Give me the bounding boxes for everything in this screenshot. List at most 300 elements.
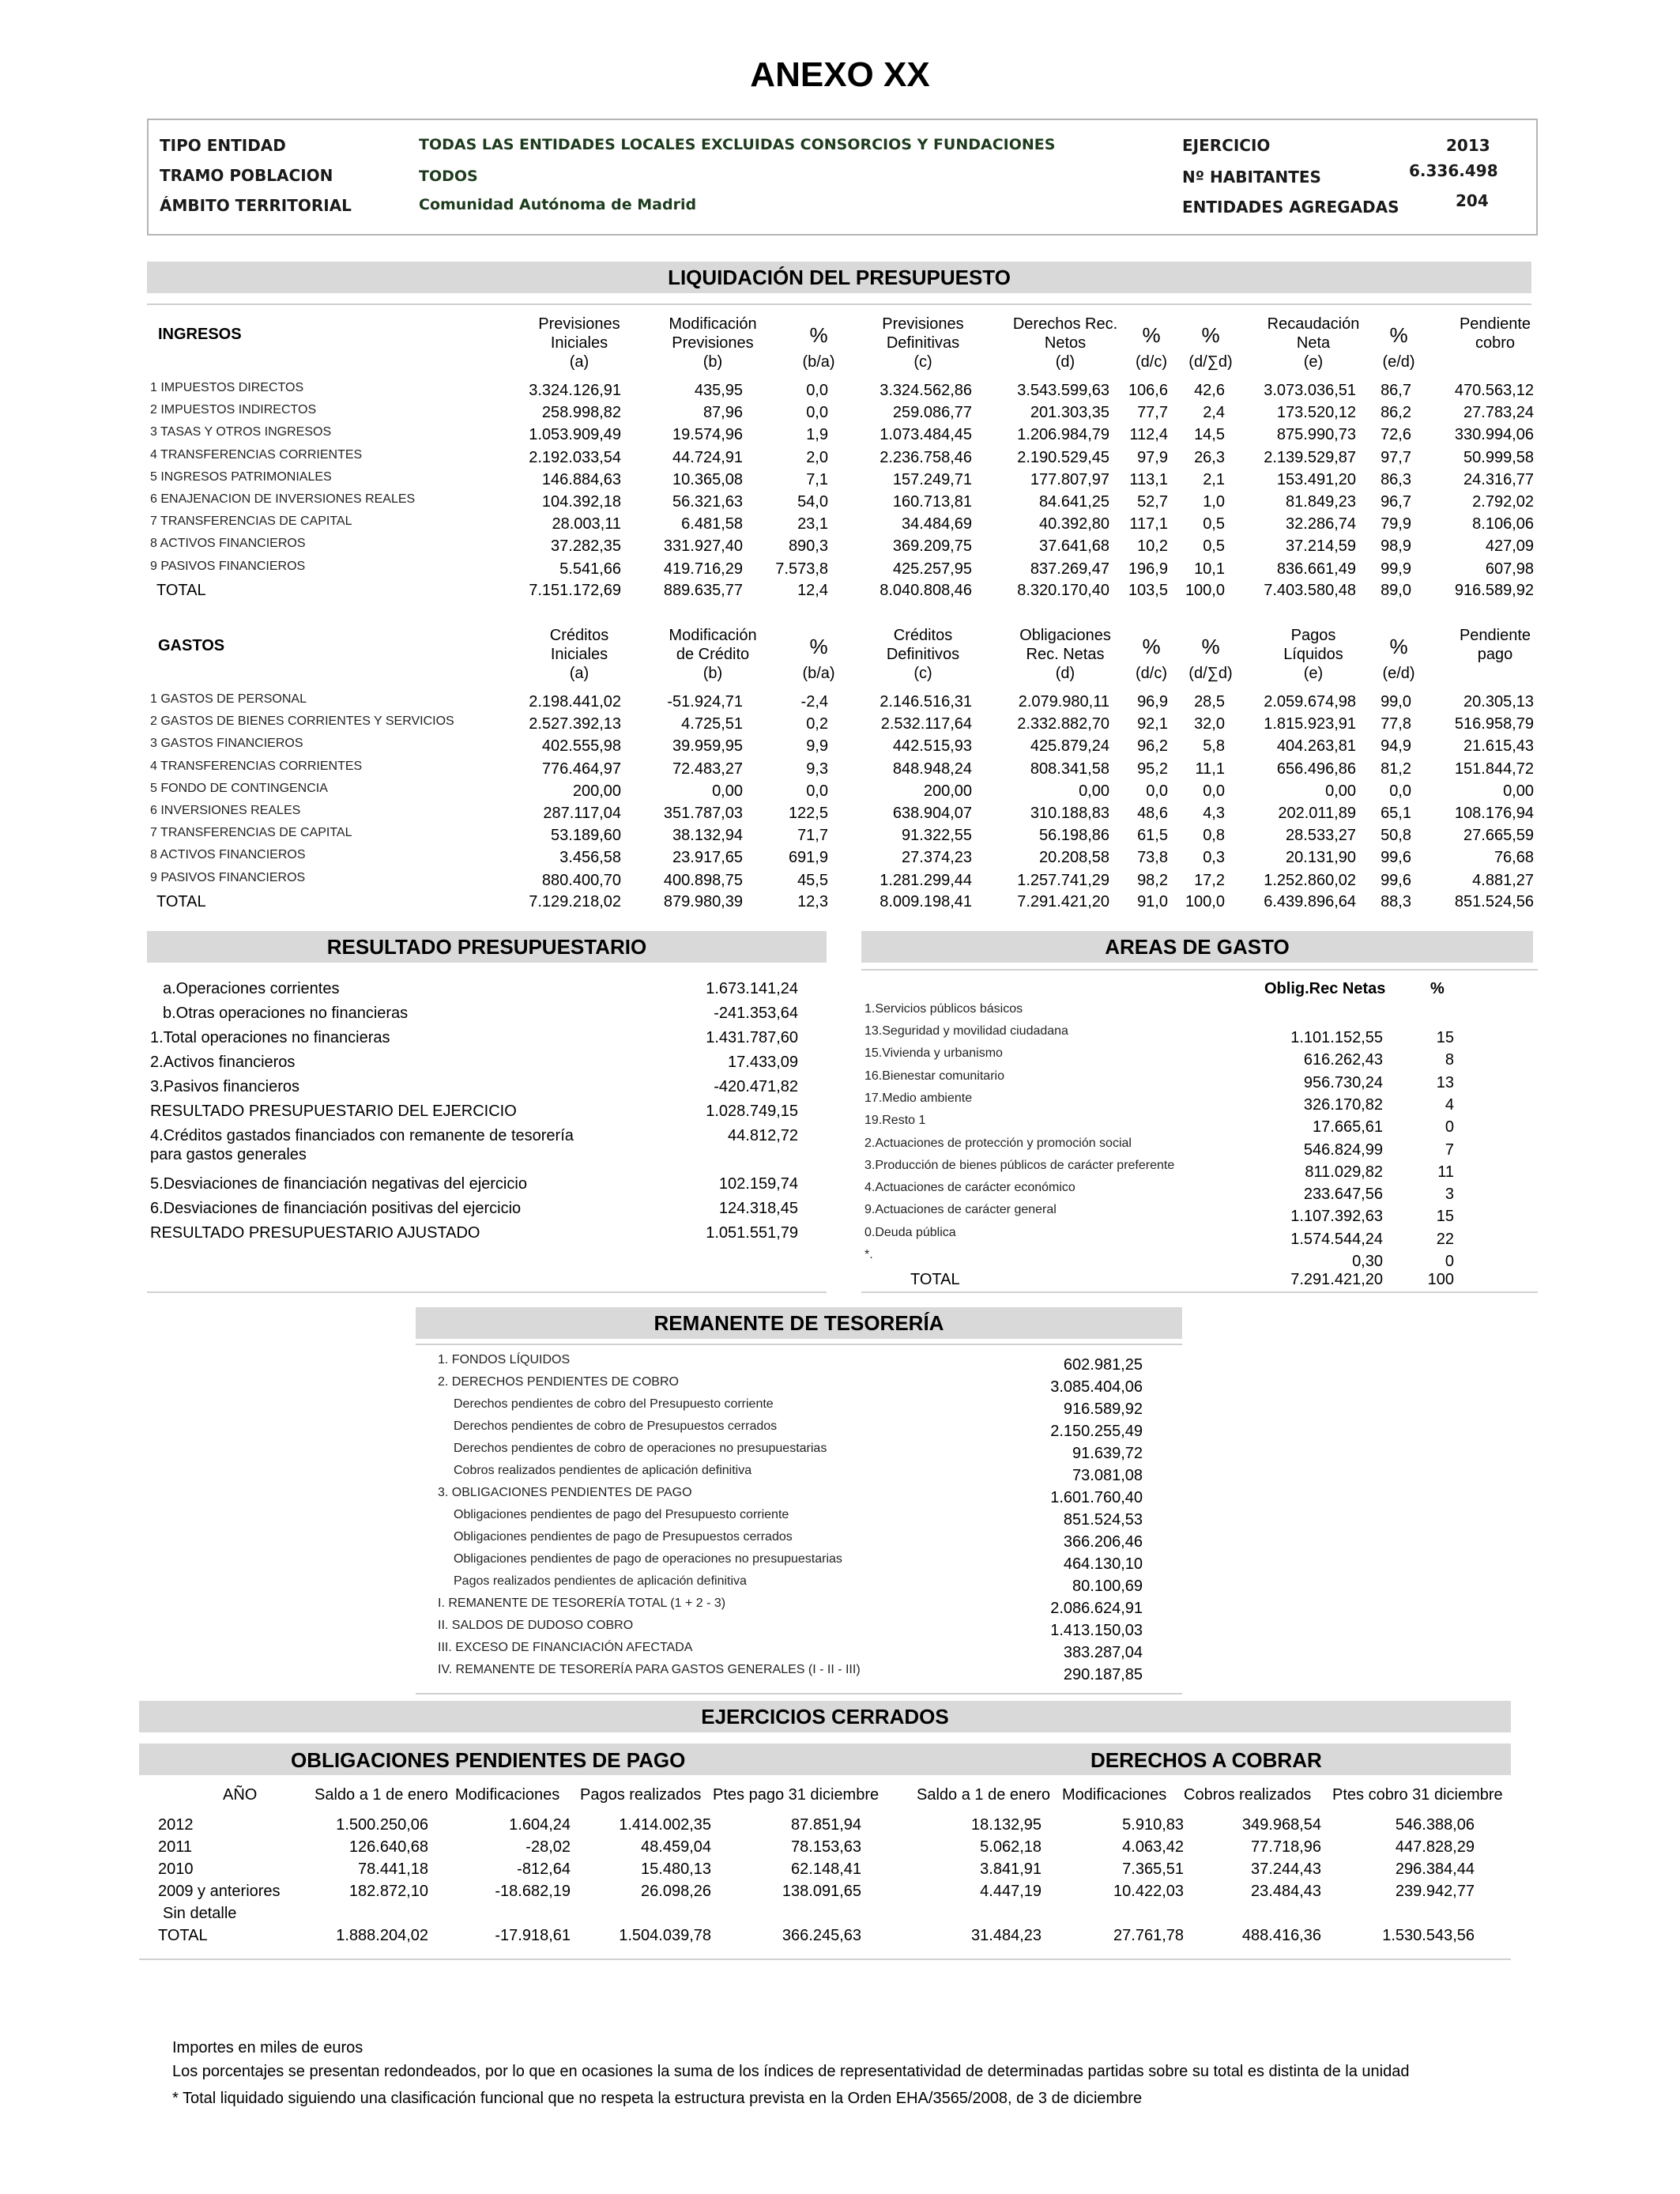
ingresos-row-label: 7 TRANSFERENCIAS DE CAPITAL bbox=[150, 515, 352, 529]
resultado-divider bbox=[147, 1291, 827, 1293]
resultado-row-label: a.Operaciones corrientes bbox=[163, 980, 340, 997]
gastos-total-cell: 6.439.896,64 bbox=[1264, 893, 1356, 910]
col-header-pct: % bbox=[1389, 323, 1408, 347]
ingresos-cell: 1.073.484,45 bbox=[880, 426, 972, 444]
resultado-row-label: b.Otras operaciones no financieras bbox=[163, 1005, 409, 1022]
cerrados-row-year: 2012 bbox=[158, 1816, 194, 1834]
ingresos-cell: 201.303,35 bbox=[1030, 404, 1109, 422]
gastos-cell: 425.879,24 bbox=[1030, 737, 1109, 756]
gastos-cell: 91.322,55 bbox=[902, 827, 972, 845]
ingresos-cell: 40.392,80 bbox=[1039, 515, 1109, 533]
ingresos-cell: 2.139.529,87 bbox=[1264, 448, 1356, 466]
areas-row-pct: 4 bbox=[1445, 1095, 1454, 1114]
cerrados-total-cell: 488.416,36 bbox=[1241, 1927, 1321, 1944]
gastos-cell: 0,00 bbox=[1079, 782, 1109, 800]
ingresos-cell: 330.994,06 bbox=[1454, 426, 1534, 444]
ingresos-total-cell: 916.589,92 bbox=[1454, 582, 1534, 599]
ingresos-cell: 1,0 bbox=[1203, 493, 1225, 511]
gastos-cell: 808.341,58 bbox=[1030, 760, 1109, 778]
col-header-pct: % bbox=[1201, 323, 1220, 347]
areas-row-label: *. bbox=[864, 1248, 873, 1261]
ingresos-cell: 24.316,77 bbox=[1463, 470, 1534, 488]
areas-row-value: 233.647,56 bbox=[1303, 1186, 1383, 1204]
ingresos-cell: 104.392,18 bbox=[541, 493, 621, 511]
gastos-total-cell: 8.009.198,41 bbox=[880, 893, 972, 910]
ingresos-cell: 106,6 bbox=[1128, 382, 1168, 399]
gastos-cell: 0,0 bbox=[1203, 782, 1225, 800]
resultado-row-value: 102.159,74 bbox=[718, 1175, 798, 1193]
ingresos-cell: 97,7 bbox=[1381, 448, 1411, 466]
col-header-line1: Modificación bbox=[669, 315, 757, 333]
gastos-cell: 0,0 bbox=[1146, 782, 1168, 800]
areas-row-pct: 0 bbox=[1445, 1118, 1454, 1137]
gastos-row-label: 7 TRANSFERENCIAS DE CAPITAL bbox=[150, 826, 352, 840]
gastos-cell: 65,1 bbox=[1381, 805, 1411, 822]
ingresos-total-cell: 889.635,77 bbox=[663, 582, 743, 599]
gastos-cell: 1.815.923,91 bbox=[1264, 715, 1356, 733]
col-header-line3: (c) bbox=[913, 353, 932, 371]
gastos-row-label: 9 PASIVOS FINANCIEROS bbox=[150, 870, 306, 884]
areas-row-label: 3.Producción de bienes públicos de carácter preferente bbox=[864, 1158, 1175, 1172]
ingresos-cell: 331.927,40 bbox=[663, 537, 743, 556]
cerrados-cell: 62.148,41 bbox=[791, 1860, 861, 1878]
cerrados-cell: 138.091,65 bbox=[782, 1883, 861, 1900]
remanente-row-value: 464.130,10 bbox=[1063, 1555, 1143, 1573]
cerrados-cell: 87.851,94 bbox=[791, 1816, 861, 1834]
ingresos-cell: 32.286,74 bbox=[1286, 515, 1356, 533]
ingresos-cell: 259.086,77 bbox=[892, 404, 972, 422]
gastos-cell: 96,2 bbox=[1137, 737, 1168, 756]
ingresos-cell: 10,2 bbox=[1137, 537, 1168, 556]
tramo-label: TRAMO POBLACION bbox=[160, 166, 333, 185]
remanente-row-label: Derechos pendientes de cobro de operaciones no presupuestarias bbox=[454, 1442, 827, 1455]
cerrados-cell: 26.098,26 bbox=[641, 1883, 711, 1900]
cerrados-cell: 48.459,04 bbox=[641, 1838, 711, 1856]
col-header-line1: Derechos Rec. bbox=[1012, 315, 1118, 333]
gastos-cell: -2,4 bbox=[800, 693, 828, 711]
col-header-line3: (d) bbox=[1055, 353, 1075, 371]
areas-header: AREAS DE GASTO bbox=[861, 931, 1533, 963]
ingresos-cell: 14,5 bbox=[1194, 426, 1225, 444]
remanente-row-label: Pagos realizados pendientes de aplicación definitiva bbox=[454, 1574, 747, 1588]
remanente-row-value: 2.086.624,91 bbox=[1050, 1600, 1143, 1617]
areas-row-value: 1.107.392,63 bbox=[1290, 1208, 1383, 1226]
areas-row-label: 4.Actuaciones de carácter económico bbox=[864, 1181, 1075, 1195]
col-header-line2: Definitivas bbox=[886, 334, 960, 352]
ingresos-row-label: 6 ENAJENACION DE INVERSIONES REALES bbox=[150, 492, 416, 506]
gastos-cell: 45,5 bbox=[797, 871, 828, 889]
ingresos-cell: 2.192.033,54 bbox=[529, 448, 621, 466]
cerrados-col-header: Saldo a 1 de enero bbox=[917, 1786, 1051, 1804]
ingresos-cell: 81.849,23 bbox=[1286, 493, 1356, 511]
gastos-cell: 56.198,86 bbox=[1039, 827, 1109, 845]
ingresos-row-label: 4 TRANSFERENCIAS CORRIENTES bbox=[150, 447, 363, 462]
habitantes-value: 6.336.498 bbox=[1409, 161, 1498, 180]
areas-row-label: 17.Medio ambiente bbox=[864, 1091, 973, 1105]
cerrados-row-year: 2009 y anteriores bbox=[158, 1883, 281, 1900]
ingresos-row-label: 1 IMPUESTOS DIRECTOS bbox=[150, 381, 304, 394]
gastos-cell: 404.263,81 bbox=[1276, 737, 1356, 756]
ingresos-cell: 26,3 bbox=[1194, 448, 1225, 466]
ingresos-cell: 875.990,73 bbox=[1276, 426, 1356, 444]
areas-col-oblig: Oblig.Rec Netas bbox=[1264, 980, 1386, 997]
ingresos-cell: 3.324.126,91 bbox=[529, 382, 621, 399]
col-header-line3: (d/∑d) bbox=[1188, 353, 1233, 371]
resultado-row-label: 6.Desviaciones de financiación positivas del ejercicio bbox=[150, 1200, 522, 1217]
note-importes: Importes en miles de euros bbox=[172, 2039, 363, 2056]
cerrados-cell: 23.484,43 bbox=[1251, 1883, 1321, 1900]
ingresos-total-cell: 100,0 bbox=[1185, 582, 1225, 599]
cerrados-cell: 4.063,42 bbox=[1122, 1838, 1184, 1856]
liquidacion-divider bbox=[147, 303, 1531, 305]
gastos-total-cell: 851.524,56 bbox=[1454, 893, 1534, 910]
gastos-cell: 4,3 bbox=[1203, 805, 1225, 822]
cerrados-cell: -812,64 bbox=[517, 1860, 571, 1878]
gastos-cell: 28,5 bbox=[1194, 693, 1225, 711]
areas-top-divider bbox=[861, 969, 1538, 971]
gastos-cell: 20.131,90 bbox=[1286, 849, 1356, 867]
ingresos-cell: 153.491,20 bbox=[1276, 470, 1356, 488]
gastos-cell: 48,6 bbox=[1137, 805, 1168, 822]
gastos-cell: 27.374,23 bbox=[902, 849, 972, 867]
col-header-pct: % bbox=[1201, 635, 1220, 658]
ingresos-cell: 113,1 bbox=[1129, 470, 1168, 488]
cerrados-sin-detalle: Sin detalle bbox=[163, 1905, 237, 1922]
gastos-label: GASTOS bbox=[158, 637, 225, 654]
gastos-cell: 95,2 bbox=[1137, 760, 1168, 778]
areas-row-label: 0.Deuda pública bbox=[864, 1225, 956, 1239]
gastos-row-label: 2 GASTOS DE BIENES CORRIENTES Y SERVICIOS bbox=[150, 714, 454, 729]
ejercicio-label: EJERCICIO bbox=[1182, 136, 1271, 155]
resultado-row-label: 5.Desviaciones de financiación negativas del ejercicio bbox=[150, 1175, 527, 1193]
ingresos-cell: 173.520,12 bbox=[1276, 404, 1356, 422]
gastos-cell: 17,2 bbox=[1194, 871, 1225, 889]
ingresos-cell: 419.716,29 bbox=[663, 560, 743, 578]
remanente-row-value: 916.589,92 bbox=[1063, 1400, 1143, 1418]
col-header-line3: (a) bbox=[569, 665, 590, 682]
cerrados-col-header: Modificaciones bbox=[455, 1786, 560, 1804]
ingresos-cell: 86,2 bbox=[1381, 404, 1411, 422]
ingresos-cell: 79,9 bbox=[1381, 515, 1411, 533]
cerrados-cell: 18.132,95 bbox=[971, 1816, 1042, 1834]
areas-row-value: 17.665,61 bbox=[1313, 1118, 1383, 1137]
cerrados-total-cell: 27.761,78 bbox=[1113, 1927, 1184, 1944]
derechos-cobrar-title: DERECHOS A COBRAR bbox=[1090, 1748, 1322, 1772]
gastos-cell: 81,2 bbox=[1381, 760, 1411, 778]
gastos-cell: 880.400,70 bbox=[541, 871, 621, 889]
cerrados-cell: 296.384,44 bbox=[1395, 1860, 1475, 1878]
col-header-line3: (e/d) bbox=[1382, 665, 1415, 682]
areas-row-value: 956.730,24 bbox=[1303, 1073, 1383, 1091]
gastos-cell: 99,6 bbox=[1381, 871, 1411, 889]
ingresos-cell: 0,5 bbox=[1203, 515, 1225, 533]
col-header-line3: (b) bbox=[703, 665, 723, 682]
gastos-cell: 200,00 bbox=[923, 782, 972, 800]
remanente-row-label: 1. FONDOS LÍQUIDOS bbox=[438, 1353, 571, 1367]
ingresos-cell: 112,4 bbox=[1129, 426, 1168, 444]
resultado-row-label: 4.Créditos gastados financiados con remanente de tesorería bbox=[150, 1127, 574, 1144]
ingresos-cell: 98,9 bbox=[1381, 537, 1411, 556]
gastos-cell: 98,2 bbox=[1137, 871, 1168, 889]
ingresos-cell: 160.713,81 bbox=[892, 493, 972, 511]
cerrados-divider bbox=[139, 1958, 1511, 1960]
ambito-label: ÁMBITO TERRITORIAL bbox=[160, 196, 352, 215]
gastos-cell: 11,1 bbox=[1195, 760, 1225, 778]
cerrados-cell: 5.910,83 bbox=[1122, 1816, 1184, 1834]
areas-row-label: 19.Resto 1 bbox=[864, 1114, 926, 1128]
col-header-line1: Obligaciones bbox=[1019, 627, 1111, 644]
ingresos-row-label: 2 IMPUESTOS INDIRECTOS bbox=[150, 403, 317, 417]
cerrados-cell: 5.062,18 bbox=[980, 1838, 1042, 1856]
gastos-cell: 1.257.741,29 bbox=[1017, 871, 1109, 889]
resultado-row-value: 124.318,45 bbox=[718, 1200, 798, 1217]
cerrados-total-cell: -17.918,61 bbox=[495, 1927, 571, 1944]
col-header-line3: (d) bbox=[1055, 665, 1075, 682]
gastos-row-label: 6 INVERSIONES REALES bbox=[150, 804, 301, 817]
ingresos-cell: 425.257,95 bbox=[892, 560, 972, 578]
gastos-total-cell: 91,0 bbox=[1137, 893, 1168, 910]
tipo-entidad-label: TIPO ENTIDAD bbox=[160, 136, 286, 155]
ingresos-cell: 86,3 bbox=[1381, 470, 1411, 488]
ingresos-cell: 7,1 bbox=[806, 470, 828, 488]
gastos-cell: 108.176,94 bbox=[1454, 805, 1534, 822]
ingresos-cell: 10.365,08 bbox=[672, 470, 743, 488]
gastos-cell: 76,68 bbox=[1494, 849, 1534, 867]
remanente-row-value: 73.081,08 bbox=[1072, 1467, 1143, 1484]
col-header-line1: Recaudación bbox=[1267, 315, 1360, 333]
areas-row-pct: 15 bbox=[1436, 1029, 1454, 1046]
areas-total-label: TOTAL bbox=[910, 1271, 960, 1288]
ingresos-cell: 196,9 bbox=[1128, 560, 1168, 578]
col-header-line1: Pagos bbox=[1290, 627, 1336, 644]
areas-row-value: 616.262,43 bbox=[1303, 1051, 1383, 1069]
areas-total-value: 7.291.421,20 bbox=[1290, 1271, 1383, 1288]
resultado-header: RESULTADO PRESUPUESTARIO bbox=[147, 931, 827, 963]
cerrados-cell: -18.682,19 bbox=[495, 1883, 571, 1900]
col-header-line3: (e) bbox=[1303, 353, 1324, 371]
ingresos-total-cell: 8.040.808,46 bbox=[880, 582, 972, 599]
gastos-cell: 2.146.516,31 bbox=[880, 693, 972, 711]
remanente-row-value: 366.206,46 bbox=[1063, 1533, 1143, 1551]
areas-row-label: 15.Vivienda y urbanismo bbox=[864, 1046, 1003, 1061]
gastos-cell: 61,5 bbox=[1137, 827, 1168, 845]
ingresos-cell: 44.724,91 bbox=[672, 448, 743, 466]
col-header-line1: Previsiones bbox=[538, 315, 620, 333]
ingresos-cell: 2.190.529,45 bbox=[1017, 448, 1109, 466]
resultado-row-value: 1.051.551,79 bbox=[706, 1224, 798, 1242]
ingresos-total-cell: 8.320.170,40 bbox=[1017, 582, 1109, 599]
resultado-row-label2: para gastos generales bbox=[150, 1146, 307, 1163]
cerrados-col-header: Pagos realizados bbox=[580, 1786, 702, 1804]
remanente-row-value: 2.150.255,49 bbox=[1050, 1423, 1143, 1440]
gastos-cell: 72.483,27 bbox=[672, 760, 743, 778]
remanente-top-divider bbox=[416, 1344, 1182, 1345]
gastos-cell: 400.898,75 bbox=[663, 871, 743, 889]
cerrados-total-cell: 1.888.204,02 bbox=[336, 1927, 428, 1944]
cerrados-col-header: Saldo a 1 de enero bbox=[315, 1786, 449, 1804]
gastos-total-label: TOTAL bbox=[156, 893, 206, 910]
areas-row-pct: 22 bbox=[1436, 1230, 1454, 1248]
entity-info-box bbox=[147, 119, 1538, 236]
entidades-label: ENTIDADES AGREGADAS bbox=[1182, 198, 1399, 217]
resultado-row-value: -420.471,82 bbox=[714, 1078, 798, 1095]
note-porcentajes: Los porcentajes se presentan redondeados, por lo que en ocasiones la suma de los índices de representatividad de determinadas partidas sobre su total es distinta de la unidad bbox=[172, 2063, 1410, 2080]
ingresos-cell: 2,1 bbox=[1203, 470, 1225, 488]
ingresos-cell: 84.641,25 bbox=[1039, 493, 1109, 511]
ingresos-cell: 50.999,58 bbox=[1463, 448, 1534, 466]
cerrados-total-cell: 1.504.039,78 bbox=[619, 1927, 711, 1944]
gastos-cell: 4.725,51 bbox=[681, 715, 743, 733]
gastos-cell: 202.011,89 bbox=[1278, 805, 1356, 822]
gastos-cell: 9,9 bbox=[806, 737, 828, 756]
ingresos-cell: 427,09 bbox=[1485, 537, 1534, 556]
gastos-cell: 94,9 bbox=[1381, 737, 1411, 756]
col-header-line1: Créditos bbox=[549, 627, 609, 644]
resultado-row-value: 17.433,09 bbox=[728, 1054, 798, 1071]
cerrados-cell: 77.718,96 bbox=[1251, 1838, 1321, 1856]
col-header-line2: Netos bbox=[1044, 334, 1087, 352]
ingresos-cell: 836.661,49 bbox=[1276, 560, 1356, 578]
ingresos-cell: 837.269,47 bbox=[1030, 560, 1109, 578]
col-header-line3: (b) bbox=[703, 353, 723, 371]
ingresos-cell: 1.053.909,49 bbox=[529, 426, 621, 444]
col-header-line1: Modificación bbox=[669, 627, 757, 644]
cerrados-total-cell: 31.484,23 bbox=[971, 1927, 1042, 1944]
gastos-cell: 27.665,59 bbox=[1463, 827, 1534, 845]
cerrados-cell: -28,02 bbox=[525, 1838, 571, 1856]
areas-row-value: 546.824,99 bbox=[1303, 1140, 1383, 1159]
remanente-row-value: 383.287,04 bbox=[1063, 1644, 1143, 1661]
ingresos-row-label: 9 PASIVOS FINANCIEROS bbox=[150, 559, 306, 573]
liquidacion-header: LIQUIDACIÓN DEL PRESUPUESTO bbox=[147, 262, 1531, 293]
gastos-cell: 2.079.980,11 bbox=[1018, 693, 1109, 711]
gastos-total-cell: 7.129.218,02 bbox=[529, 893, 621, 910]
ingresos-cell: 72,6 bbox=[1381, 426, 1411, 444]
gastos-cell: 4.881,27 bbox=[1472, 871, 1534, 889]
gastos-cell: 1.252.860,02 bbox=[1264, 871, 1356, 889]
ingresos-row-label: 5 INGRESOS PATRIMONIALES bbox=[150, 469, 332, 484]
gastos-cell: 1.281.299,44 bbox=[880, 871, 972, 889]
areas-row-pct: 15 bbox=[1436, 1208, 1454, 1226]
ingresos-cell: 2,0 bbox=[806, 448, 828, 466]
cerrados-cell: 126.640,68 bbox=[348, 1838, 428, 1856]
remanente-row-label: Obligaciones pendientes de pago de Presupuestos cerrados bbox=[454, 1530, 793, 1544]
gastos-cell: 2.198.441,02 bbox=[529, 693, 621, 711]
gastos-cell: 2.059.674,98 bbox=[1264, 693, 1356, 711]
ingresos-cell: 5.541,66 bbox=[559, 560, 621, 578]
ingresos-cell: 37.282,35 bbox=[551, 537, 621, 556]
cerrados-cell: 447.828,29 bbox=[1395, 1838, 1475, 1856]
cerrados-cell: 10.422,03 bbox=[1113, 1883, 1184, 1900]
gastos-total-cell: 100,0 bbox=[1185, 893, 1225, 910]
gastos-cell: 28.533,27 bbox=[1286, 827, 1356, 845]
ingresos-total-label: TOTAL bbox=[156, 582, 206, 599]
col-header-line1: Créditos bbox=[893, 627, 953, 644]
col-header-pct: % bbox=[1142, 323, 1161, 347]
col-header-line3: (e) bbox=[1303, 665, 1324, 682]
gastos-cell: 2.332.882,70 bbox=[1017, 715, 1109, 733]
cerrados-cell: 78.153,63 bbox=[791, 1838, 861, 1856]
col-header-line2: Neta bbox=[1296, 334, 1331, 352]
col-header-line3: (b/a) bbox=[802, 353, 835, 371]
ingresos-label: INGRESOS bbox=[158, 326, 242, 343]
gastos-row-label: 3 GASTOS FINANCIEROS bbox=[150, 737, 303, 751]
cerrados-cell: 1.500.250,06 bbox=[336, 1816, 428, 1834]
cerrados-total-cell: 1.530.543,56 bbox=[1382, 1927, 1475, 1944]
cerrados-cell: 349.968,54 bbox=[1241, 1816, 1321, 1834]
ingresos-cell: 28.003,11 bbox=[552, 515, 621, 533]
ingresos-cell: 470.563,12 bbox=[1454, 382, 1534, 399]
col-header-pct: % bbox=[1389, 635, 1408, 658]
remanente-header: REMANENTE DE TESORERÍA bbox=[416, 1307, 1182, 1339]
ingresos-cell: 54,0 bbox=[797, 493, 828, 511]
ingresos-cell: 0,5 bbox=[1203, 537, 1225, 556]
cerrados-cell: 3.841,91 bbox=[980, 1860, 1042, 1878]
cerrados-cell: 4.447,19 bbox=[980, 1883, 1042, 1900]
ingresos-cell: 0,0 bbox=[806, 404, 828, 422]
resultado-row-value: 1.028.749,15 bbox=[706, 1103, 798, 1120]
remanente-row-value: 851.524,53 bbox=[1063, 1511, 1143, 1529]
col-header-line2: cobro bbox=[1475, 334, 1516, 352]
col-header-pct: % bbox=[809, 323, 828, 347]
gastos-cell: 691,9 bbox=[788, 849, 828, 867]
remanente-row-label: II. SALDOS DE DUDOSO COBRO bbox=[438, 1619, 634, 1632]
gastos-cell: 0,8 bbox=[1203, 827, 1225, 845]
col-header-line3: (d/c) bbox=[1136, 353, 1167, 371]
ingresos-cell: 146.884,63 bbox=[541, 470, 621, 488]
cerrados-header: EJERCICIOS CERRADOS bbox=[139, 1701, 1511, 1732]
cerrados-cell: 7.365,51 bbox=[1122, 1860, 1184, 1878]
gastos-total-cell: 12,3 bbox=[797, 893, 828, 910]
resultado-row-label: 3.Pasivos financieros bbox=[150, 1078, 299, 1095]
gastos-cell: 77,8 bbox=[1381, 715, 1411, 733]
ingresos-cell: 77,7 bbox=[1137, 404, 1168, 422]
gastos-cell: 516.958,79 bbox=[1454, 715, 1534, 733]
areas-row-pct: 3 bbox=[1445, 1186, 1454, 1204]
gastos-cell: 638.904,07 bbox=[892, 805, 972, 822]
ingresos-cell: 27.783,24 bbox=[1463, 404, 1534, 422]
gastos-cell: 848.948,24 bbox=[892, 760, 972, 778]
remanente-row-value: 1.601.760,40 bbox=[1050, 1489, 1143, 1506]
gastos-cell: 23.917,65 bbox=[672, 849, 743, 867]
col-header-line2: Iniciales bbox=[550, 646, 608, 663]
remanente-row-label: 3. OBLIGACIONES PENDIENTES DE PAGO bbox=[438, 1486, 692, 1499]
areas-row-value: 326.170,82 bbox=[1303, 1095, 1383, 1114]
gastos-cell: 20.208,58 bbox=[1039, 849, 1109, 867]
cerrados-cell: 239.942,77 bbox=[1395, 1883, 1475, 1900]
cerrados-cell: 37.244,43 bbox=[1251, 1860, 1321, 1878]
gastos-cell: 3.456,58 bbox=[559, 849, 621, 867]
gastos-cell: 351.787,03 bbox=[663, 805, 743, 822]
gastos-cell: 122,5 bbox=[788, 805, 828, 822]
gastos-cell: 39.959,95 bbox=[672, 737, 743, 756]
gastos-cell: 9,3 bbox=[806, 760, 828, 778]
ingresos-cell: 37.214,59 bbox=[1286, 537, 1356, 556]
gastos-cell: 38.132,94 bbox=[672, 827, 743, 845]
gastos-cell: 442.515,93 bbox=[892, 737, 972, 756]
gastos-cell: 402.555,98 bbox=[541, 737, 621, 756]
gastos-row-label: 5 FONDO DE CONTINGENCIA bbox=[150, 781, 328, 795]
cerrados-total-cell: 366.245,63 bbox=[782, 1927, 861, 1944]
gastos-cell: 310.188,83 bbox=[1030, 805, 1109, 822]
gastos-cell: 0,3 bbox=[1203, 849, 1225, 867]
ingresos-cell: 7.573,8 bbox=[775, 560, 828, 578]
gastos-cell: 656.496,86 bbox=[1276, 760, 1356, 778]
gastos-cell: 0,00 bbox=[1503, 782, 1534, 800]
ingresos-cell: 42,6 bbox=[1194, 382, 1225, 399]
col-header-line2: pago bbox=[1477, 646, 1513, 663]
ejercicio-value: 2013 bbox=[1446, 136, 1490, 155]
